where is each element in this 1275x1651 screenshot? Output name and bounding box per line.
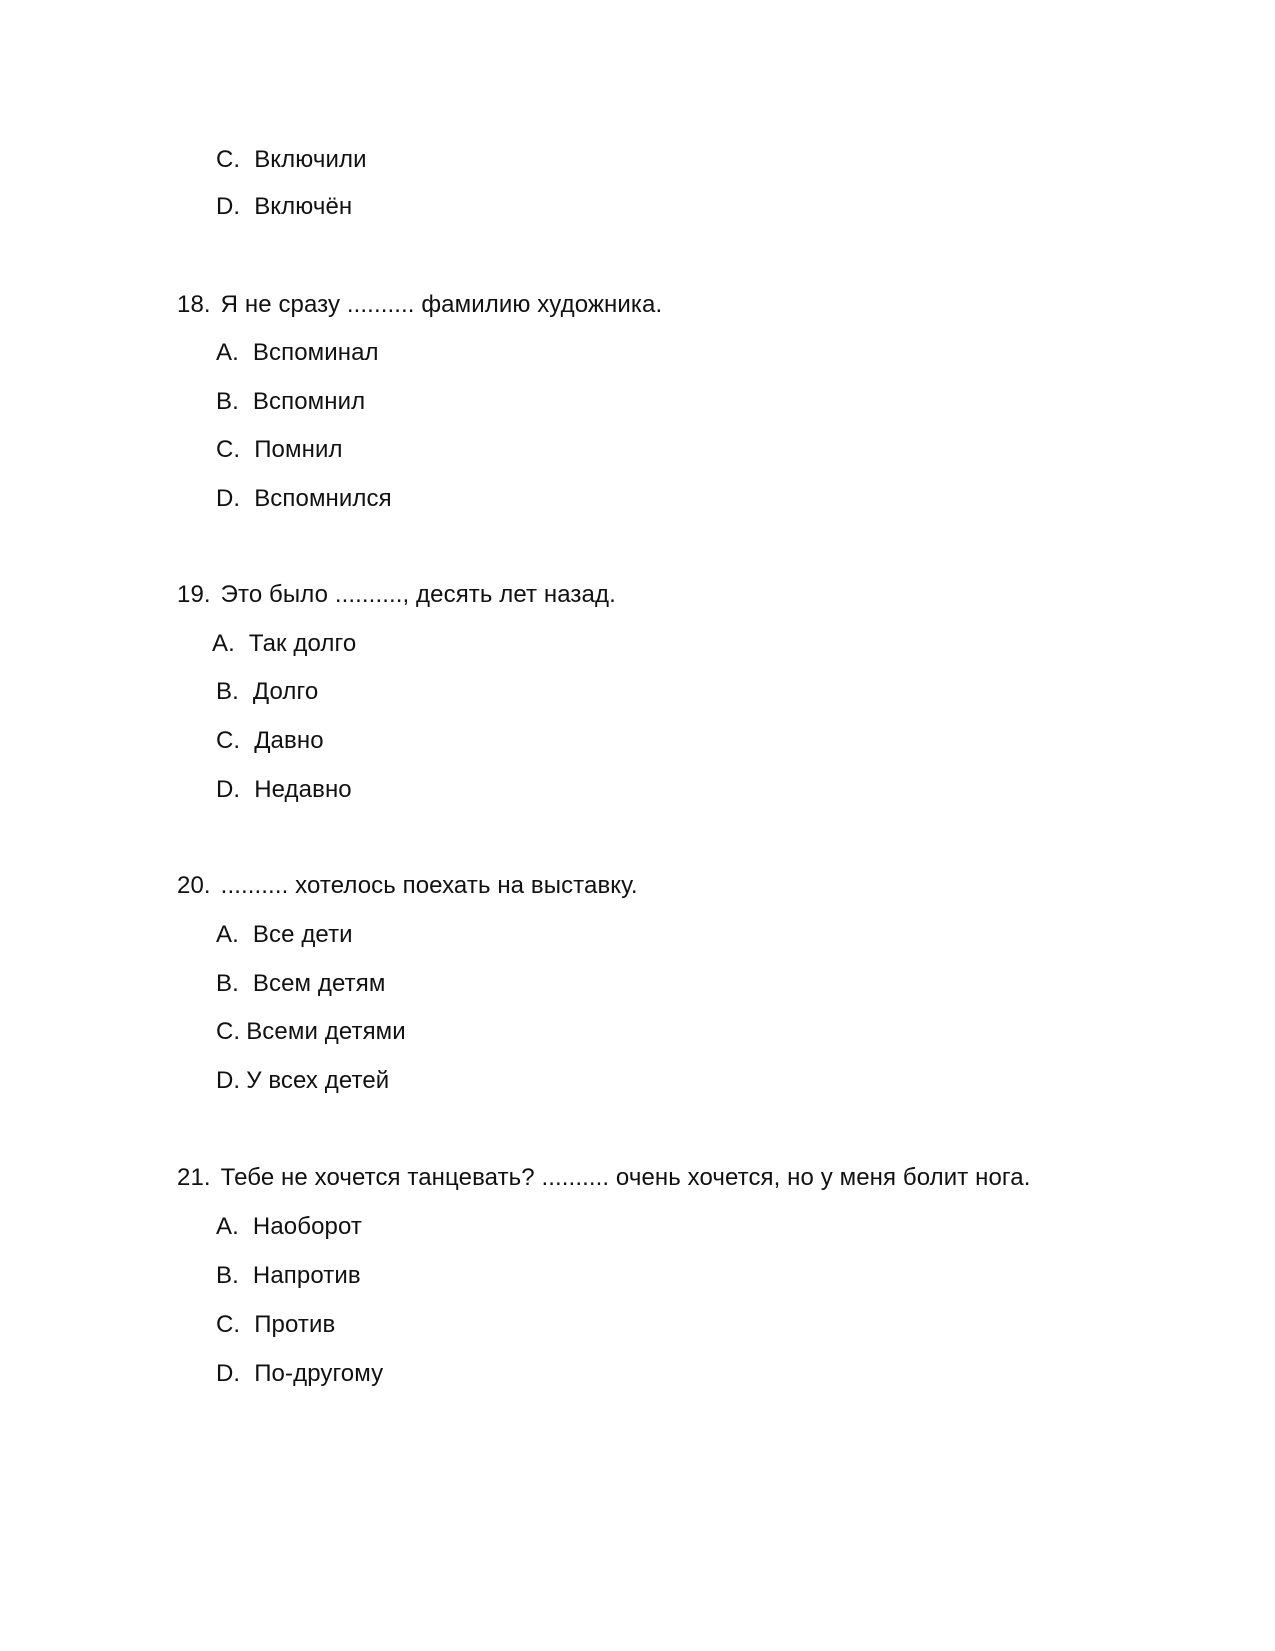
- option-text: Все дети: [252, 921, 353, 948]
- option-label: D.: [216, 1067, 241, 1094]
- question-text: Тебе не хочется танцевать? .......... очень хочется, но у меня болит нога.: [220, 1164, 1031, 1191]
- option-label: D.: [216, 485, 241, 512]
- option-label: D.: [216, 776, 241, 803]
- option-label: A.: [216, 1213, 239, 1240]
- option-label: C.: [216, 1018, 241, 1045]
- option-text: У всех детей: [246, 1067, 390, 1094]
- option-label: C.: [216, 436, 241, 463]
- option-text: По-другому: [254, 1360, 384, 1387]
- option-label: A.: [212, 630, 235, 657]
- question-21: [177, 1164, 1030, 1192]
- option-b: [216, 970, 385, 998]
- question-text: Я не сразу .......... фамилию художника.: [220, 291, 663, 318]
- option-d: [216, 776, 352, 804]
- question-text: .......... хотелось поехать на выставку.: [220, 872, 638, 899]
- option-text: Всеми детями: [246, 1018, 406, 1045]
- option-d: [216, 485, 392, 513]
- option-text: Долго: [252, 678, 319, 705]
- option-label: D.: [216, 193, 241, 220]
- option-text: Вспомнил: [252, 388, 366, 415]
- option-label: B.: [216, 1262, 239, 1289]
- question-number: 20.: [177, 872, 211, 899]
- option-b: [216, 1262, 361, 1290]
- option-c: [216, 727, 324, 755]
- option-text: Вспомнился: [254, 485, 392, 512]
- option-d: [216, 1067, 389, 1095]
- option-text: Напротив: [252, 1262, 361, 1289]
- option-c: [216, 1018, 406, 1046]
- question-number: 19.: [177, 581, 211, 608]
- option-text: Помнил: [254, 436, 343, 463]
- option-label: C.: [216, 727, 241, 754]
- option-text: Наоборот: [252, 1213, 362, 1240]
- option-label: C.: [216, 146, 241, 173]
- option-a: [216, 339, 379, 367]
- option-text: Недавно: [254, 776, 352, 803]
- question-18: [177, 291, 662, 319]
- option-label: D.: [216, 1360, 241, 1387]
- option-text: Всем детям: [252, 970, 386, 997]
- option-text: Вспоминал: [252, 339, 379, 366]
- option-text: Давно: [254, 727, 324, 754]
- option-c: [216, 146, 367, 174]
- option-text: Включили: [254, 146, 367, 173]
- option-label: A.: [216, 339, 239, 366]
- question-number: 18.: [177, 291, 211, 318]
- option-b: [216, 388, 365, 416]
- option-d: [216, 193, 352, 221]
- option-label: B.: [216, 678, 239, 705]
- question-19: [177, 581, 616, 609]
- option-d: [216, 1360, 383, 1388]
- option-b: [216, 678, 318, 706]
- option-label: A.: [216, 921, 239, 948]
- option-text: Включён: [254, 193, 353, 220]
- option-label: C.: [216, 1311, 241, 1338]
- question-text: Это было .........., десять лет назад.: [220, 581, 616, 608]
- option-a: [216, 1213, 362, 1241]
- option-c: [216, 1311, 335, 1339]
- question-number: 21.: [177, 1164, 211, 1191]
- question-20: [177, 872, 638, 900]
- option-c: [216, 436, 343, 464]
- option-label: B.: [216, 970, 239, 997]
- option-text: Против: [254, 1311, 336, 1338]
- option-label: B.: [216, 388, 239, 415]
- option-text: Так долго: [248, 630, 357, 657]
- option-a: [216, 921, 353, 949]
- option-a: [212, 630, 356, 658]
